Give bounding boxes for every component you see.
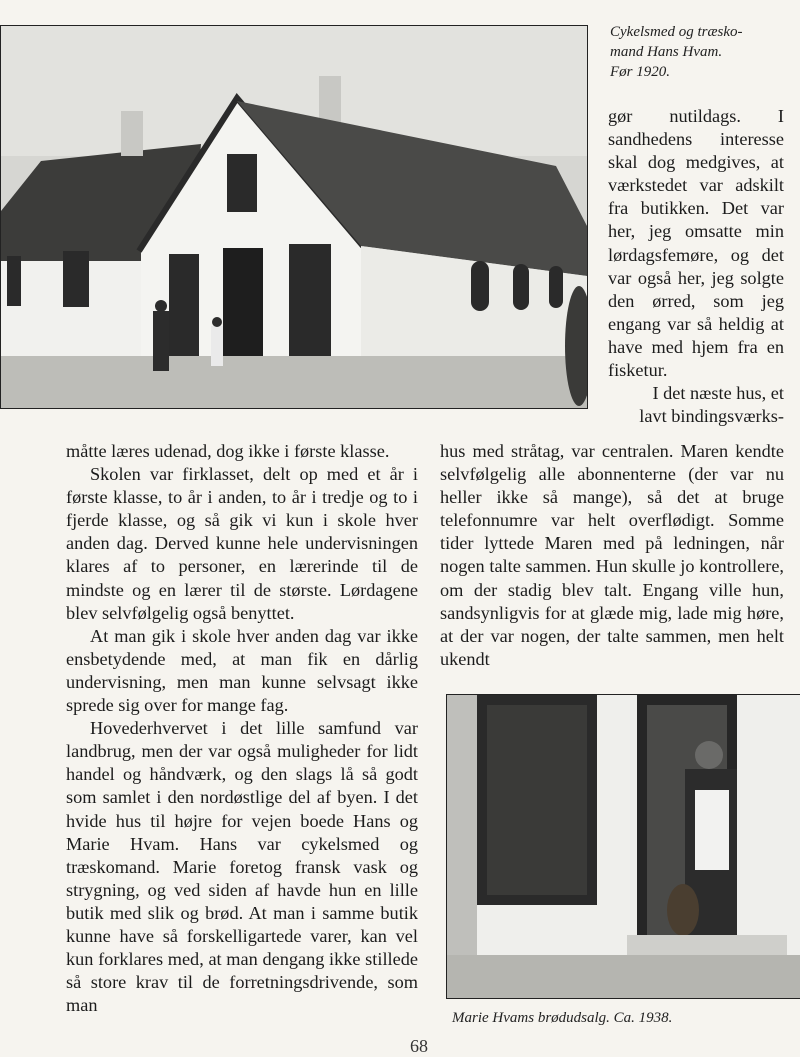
- paragraph: måtte læres udenad, dog ikke i første klasse.: [66, 441, 390, 461]
- paragraph: gør nutildags. I sandhedens interesse skal dog medgives, at værkstedet var adskilt fra butikken. Det var her, jeg omsatte min lørdagsfemøre, og det var også her, jeg solgte den ørred, som jeg engang var så heldig at have med hjem fra en fisketur.: [608, 106, 784, 381]
- caption-line: Før 1920.: [610, 64, 670, 80]
- paragraph: I det næste hus, et lavt bindingsværks-: [639, 383, 784, 427]
- caption-line: mand Hans Hvam.: [610, 44, 723, 60]
- paragraph: Hovederhvervet i det lille samfund var landbrug, men der var også muligheder for lidt handel og håndværk, og den slags lå så godt som samlet i den nordøstlige del af byen. I det hvide hus til højre for vejen boede Hans og Marie Hvam. Hans var cykelsmed og træskomand. Marie foretog fransk vask og strygning, og ved siden af havde hun en lille butik med slik og brød. At man i samme butik kunne have så forskelligartede varer, kan vel kun forklares med, at man dengang ikke stillede så store krav til de forretningsdrivende, som man: [66, 718, 418, 1016]
- photo-caption-shop: Marie Hvams brødudsalg. Ca. 1938.: [452, 1010, 673, 1026]
- shop-photo-illustration: [447, 695, 800, 998]
- paragraph: At man gik i skole hver anden dag var ikke ensbetydende med, at man fik en dårlig undervisning, men man kunne selvsagt ikke sprede sig over for mange fag.: [66, 625, 418, 716]
- caption-line: Cykelsmed og træsko-: [610, 24, 743, 40]
- photo-bakery-shop: [446, 694, 800, 999]
- right-column-top-text: [608, 105, 784, 428]
- page-number: 68: [410, 1036, 428, 1056]
- house-photo-illustration: [1, 26, 587, 408]
- paragraph: hus med stråtag, var centralen. Maren kendte selvfølgelig alle abonnenterne (der var nu heller ikke så mange), så det at bruge telefonnumre var helt overflødigt. Somme tider lyttede Maren med på ledningen, når nogen talte sammen. Hun skulle jo kontrollere, om der stadig blev talt. Engang ville hun, sandsynligvis for at glæde mig, lade mig høre, at der var nogen, der talte sammen, men helt ukendt: [440, 441, 784, 669]
- left-column-text: [66, 440, 418, 1017]
- right-column-bottom-text: [440, 440, 784, 671]
- photo-house: [0, 25, 588, 409]
- paragraph: Skolen var firklasset, delt op med et år i første klasse, to år i anden, to år i tredje og to i fjerde klasse, og så gik vi kun i skole hver anden dag. Derved kunne hele undervisningen klares af to personer, en lærerinde til de mindste og en lærer til de største. Lørdagene blev selvfølgelig også benyttet.: [66, 464, 418, 623]
- photo-caption-house: [610, 22, 790, 82]
